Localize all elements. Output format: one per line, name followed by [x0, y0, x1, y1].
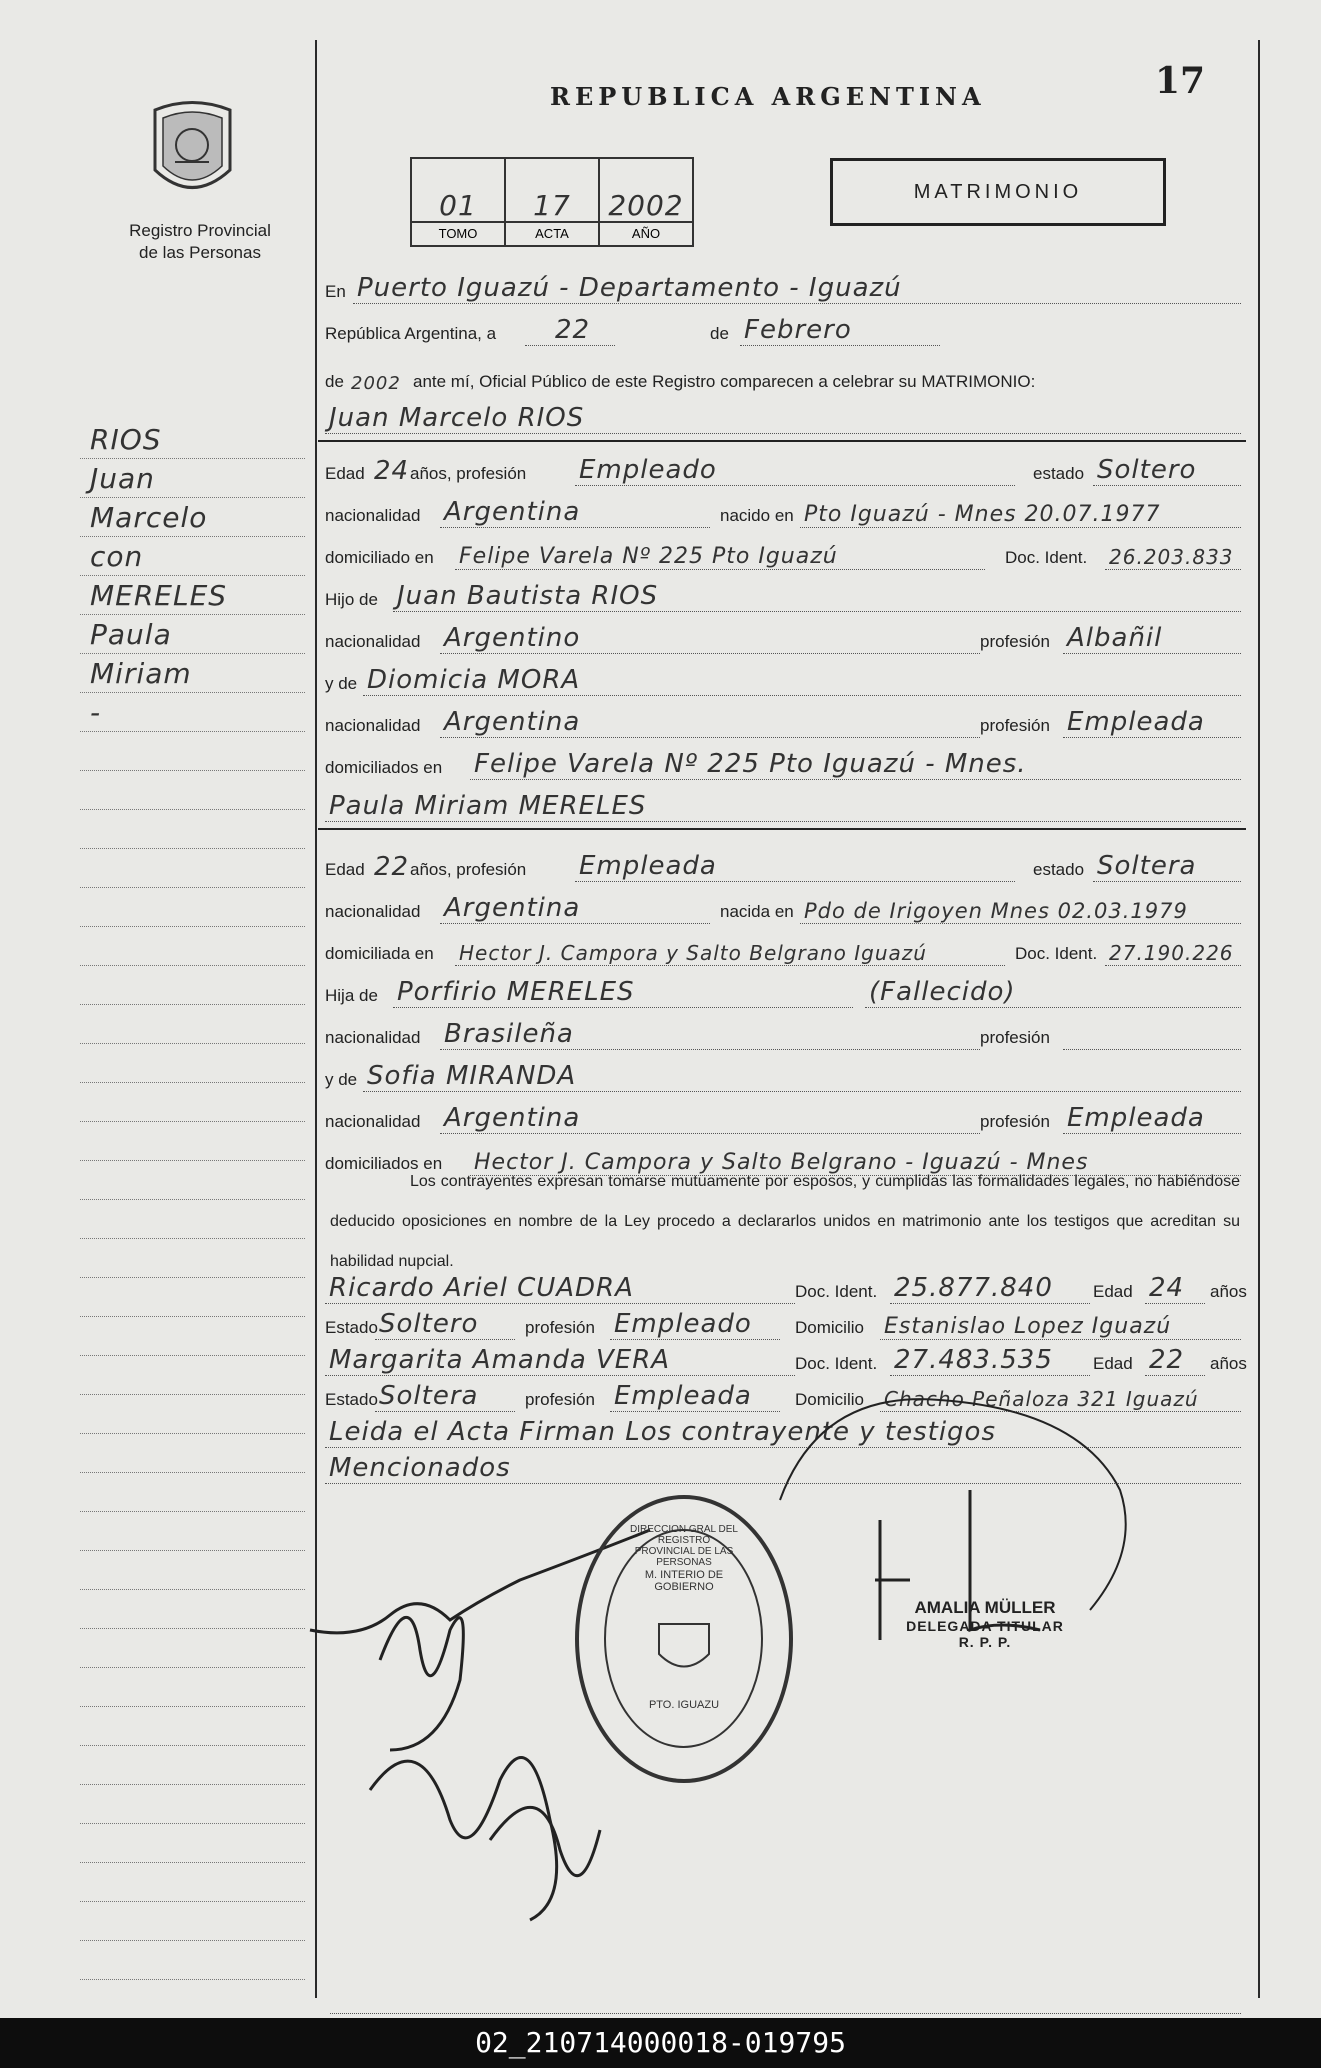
groom-age-row: [325, 450, 1241, 490]
witness1-doc: 25.877.840: [894, 1273, 1053, 1303]
groom-nationality: Argentina: [444, 497, 581, 527]
margin-line: [80, 1863, 305, 1902]
official-block: [880, 1598, 1090, 1650]
margin-name: RIOS: [90, 423, 162, 456]
document-type-box: MATRIMONIO: [830, 158, 1166, 226]
groom-father: Juan Bautista RIOS: [397, 581, 659, 611]
bride-mother-nat: Argentina: [444, 1103, 581, 1133]
domicilio-label: Domicilio: [795, 1390, 864, 1409]
groom-address-row: [325, 534, 1241, 574]
margin-line: [80, 1395, 305, 1434]
groom-profession-field: [575, 455, 1015, 486]
groom-doc-field: [1105, 545, 1241, 570]
registry-line-1: Registro Provincial: [129, 221, 271, 240]
shield-icon: [654, 1619, 714, 1679]
margin-line: [80, 1785, 305, 1824]
anos-label: años: [1210, 1282, 1247, 1301]
doc-label: Doc. Ident.: [795, 1282, 878, 1301]
groom-status-field: [1093, 455, 1241, 486]
yde-label: y de: [325, 1070, 358, 1089]
witness1-address: Estanislao Lopez Iguazú: [884, 1314, 1172, 1339]
page-number: 17: [1155, 60, 1206, 102]
margin-line: [80, 966, 305, 1005]
bride-doc: 27.190.226: [1109, 941, 1234, 965]
margin-line: [80, 1707, 305, 1746]
registry-crest-icon: [145, 100, 240, 205]
witness1-age: 24: [1149, 1273, 1185, 1303]
margin-line: [80, 654, 305, 693]
margin-line: [80, 693, 305, 732]
margin-line: [80, 849, 305, 888]
place-field: [353, 273, 1241, 304]
bride-birth: Pdo de Irigoyen Mnes 02.03.1979: [804, 899, 1188, 923]
day-value: 22: [555, 315, 591, 345]
bride-status: Soltera: [1097, 851, 1197, 881]
day-field: [525, 315, 615, 346]
bride-mother-prof: Empleada: [1067, 1103, 1205, 1133]
bride-father-nat: Brasileña: [444, 1019, 574, 1049]
ano-cell: [600, 159, 692, 245]
profesion-label: profesión: [980, 632, 1050, 651]
estado-label: estado: [1033, 464, 1085, 483]
margin-line: [80, 1044, 305, 1083]
margin-line: [80, 810, 305, 849]
margin-line: [80, 1356, 305, 1395]
bride-father-nat-row: [325, 1014, 1241, 1054]
groom-mother: Diomicia MORA: [367, 665, 581, 695]
margin-line: [80, 1512, 305, 1551]
margin-line: [80, 1317, 305, 1356]
bride-name-row: [325, 786, 1241, 826]
separator: [318, 440, 1246, 442]
groom-parents-address-row: [325, 744, 1241, 784]
margin-line: [80, 1473, 305, 1512]
republica-label: República Argentina, a: [325, 324, 497, 343]
witness2-profession: Empleada: [614, 1381, 752, 1411]
groom-mother-row: [325, 660, 1241, 700]
country-heading: REPUBLICA ARGENTINA: [550, 82, 986, 111]
groom-profession: Empleado: [579, 455, 717, 485]
stamp-bottom-text: PTO. IGUAZU: [648, 1699, 720, 1711]
bride-profession: Empleada: [579, 851, 717, 881]
doc-label: Doc. Ident.: [1015, 944, 1098, 963]
bride-address: Hector J. Campora y Salto Belgrano Iguazú: [459, 941, 927, 965]
doc-label: Doc. Ident.: [1005, 548, 1088, 567]
nacionalidad-label: nacionalidad: [325, 506, 421, 525]
bride-nationality: Argentina: [444, 893, 581, 923]
groom-name-row: [325, 398, 1241, 438]
stamp-inner-text: M. INTERIO DE GOBIERNO: [644, 1569, 724, 1593]
margin-names: [80, 420, 305, 1980]
profession-label: años, profesión: [410, 464, 527, 483]
bride-parents-address: Hector J. Campora y Salto Belgrano - Iguazú - Mnes: [474, 1150, 1089, 1175]
nacionalidad-label: nacionalidad: [325, 716, 421, 735]
margin-line: [80, 537, 305, 576]
margin-line: [80, 1005, 305, 1044]
document-id-footer: 02_210714000018-019795: [0, 2018, 1321, 2068]
bride-name: Paula Miriam MERELES: [329, 791, 647, 821]
month-field: [740, 315, 940, 346]
margin-line: [80, 888, 305, 927]
month-value: Febrero: [744, 315, 852, 345]
bride-age: 22: [374, 852, 410, 882]
bride-mother-nat-row: [325, 1098, 1241, 1138]
domicilio-label: domiciliada en: [325, 944, 434, 963]
profesion-label: profesión: [980, 716, 1050, 735]
margin-name: Miriam: [90, 657, 192, 690]
margin-line: [80, 1434, 305, 1473]
bride-mother: Sofia MIRANDA: [367, 1061, 577, 1091]
margin-name: Marcelo: [90, 501, 208, 534]
margin-line: [80, 1200, 305, 1239]
nacionalidad-label: nacionalidad: [325, 1112, 421, 1131]
bride-father-nat-field: [440, 1019, 980, 1050]
margin-line: [80, 1083, 305, 1122]
margin-name: Juan: [90, 462, 155, 495]
margin-line: [80, 1668, 305, 1707]
bride-father-note-field: [865, 977, 1241, 1008]
margin-line: [80, 1824, 305, 1863]
year-value: 2002: [351, 373, 401, 394]
nacido-label: nacido en: [720, 506, 794, 525]
ruled-line: [330, 1952, 1241, 2014]
bride-mother-prof-field: [1063, 1103, 1241, 1134]
groom-father-nat-row: [325, 618, 1241, 658]
registry-line-2: de las Personas: [139, 243, 261, 262]
bride-mother-row: [325, 1056, 1241, 1096]
margin-line: [80, 498, 305, 537]
bride-nationality-field: [440, 893, 710, 924]
stamp-outer-text: DIRECCION GRAL DEL REGISTRO PROVINCIAL DE LAS PERSONAS: [630, 1524, 738, 1568]
edad-label: Edad: [325, 860, 365, 879]
bride-doc-field: [1105, 941, 1241, 966]
bride-father-prof-field: [1063, 1049, 1241, 1050]
witness1-name: Ricardo Ariel CUADRA: [329, 1273, 634, 1303]
hijo-label: Hijo de: [325, 590, 378, 609]
registry-title: [100, 220, 300, 264]
groom-mother-prof: Empleada: [1067, 707, 1205, 737]
nacida-label: nacida en: [720, 902, 794, 921]
year-row: [325, 358, 1241, 398]
domicilio-label: domiciliado en: [325, 548, 434, 567]
margin-line: [80, 1941, 305, 1980]
groom-birth: Pto Iguazú - Mnes 20.07.1977: [804, 502, 1161, 527]
doc-label: Doc. Ident.: [795, 1354, 878, 1373]
witness1-profession: Empleado: [614, 1309, 752, 1339]
estado-label: Estado: [325, 1390, 378, 1409]
margin-line: [80, 1746, 305, 1785]
witness2-doc: 27.483.535: [894, 1345, 1053, 1375]
groom-parents-address-field: [470, 749, 1241, 780]
margin-name: con: [90, 540, 144, 573]
groom-name-field: [325, 403, 1241, 434]
ano-value: 2002: [608, 189, 684, 222]
statement-text: ante mí, Oficial Público de este Registro comparecen a celebrar su MATRIMONIO:: [413, 372, 1036, 391]
groom-mother-nat: Argentina: [444, 707, 581, 737]
bride-nat-row: [325, 888, 1241, 928]
groom-address-field: [455, 544, 985, 570]
margin-line: [80, 927, 305, 966]
profession-label: años, profesión: [410, 860, 527, 879]
acta-value: 17: [533, 189, 571, 222]
de2-label: de: [325, 372, 344, 391]
margin-line: [80, 615, 305, 654]
edad-label: Edad: [325, 464, 365, 483]
bride-address-field: [455, 941, 1005, 966]
groom-address: Felipe Varela Nº 225 Pto Iguazú: [459, 544, 838, 569]
anos-label: años: [1210, 1354, 1247, 1373]
witness2-status: Soltera: [379, 1381, 479, 1411]
witness1-status: Soltero: [379, 1309, 479, 1339]
profesion-label: profesión: [525, 1390, 595, 1409]
groom-doc: 26.203.833: [1109, 545, 1234, 569]
profesion-label: profesión: [980, 1112, 1050, 1131]
bride-birth-field: [800, 899, 1241, 924]
nacionalidad-label: nacionalidad: [325, 902, 421, 921]
estado-label: estado: [1033, 860, 1085, 879]
groom-mother-prof-field: [1063, 707, 1241, 738]
domicilio-label: Domicilio: [795, 1318, 864, 1337]
declaration-text: Los contrayentes expresan tomarse mutuamente por esposos, y cumplidas las formalidades legales, no habiéndose deducido oposiciones en nombre de la Ley procedo a declararlos unidos en matrimonio ante los testigos que acreditan su habilidad nupcial.: [330, 1173, 1240, 1270]
tomo-label: TOMO: [412, 221, 504, 245]
bride-mother-field: [363, 1061, 1241, 1092]
margin-line: [80, 1551, 305, 1590]
margin-line: [80, 771, 305, 810]
margin-line: [80, 1902, 305, 1941]
groom-nationality-field: [440, 497, 710, 528]
date-row: [325, 310, 1241, 350]
right-rule: [1258, 40, 1260, 1998]
groom-father-prof-field: [1063, 623, 1241, 654]
groom-father-nat: Argentino: [444, 623, 581, 653]
groom-mother-nat-field: [440, 707, 980, 738]
official-name: AMALIA MÜLLER: [914, 1598, 1056, 1617]
official-office: R. P. P.: [958, 1634, 1012, 1650]
margin-line: [80, 732, 305, 771]
groom-father-field: [393, 581, 1241, 612]
groom-nat-row: [325, 492, 1241, 532]
groom-birth-field: [800, 502, 1241, 528]
groom-father-row: [325, 576, 1241, 616]
margin-name: Paula: [90, 618, 172, 651]
witness2-age: 22: [1149, 1345, 1185, 1375]
margin-line: [80, 1161, 305, 1200]
closing-line-1: Leida el Acta Firman Los contrayente y testigos: [329, 1417, 997, 1447]
nacionalidad-label: nacionalidad: [325, 632, 421, 651]
witness2-row: [325, 1340, 1247, 1380]
place-value: Puerto Iguazú - Departamento - Iguazú: [357, 273, 902, 303]
official-role: DELEGADA TITULAR: [906, 1618, 1064, 1634]
groom-mother-field: [363, 665, 1241, 696]
bride-status-field: [1093, 851, 1241, 882]
margin-name: -: [90, 696, 102, 729]
tomo-cell: [412, 159, 506, 245]
closing-line-2: Mencionados: [329, 1453, 511, 1483]
bride-mother-nat-field: [440, 1103, 980, 1134]
hija-label: Hija de: [325, 986, 378, 1005]
bride-profession-field: [575, 851, 1015, 882]
domiciliados-label: domiciliados en: [325, 1154, 443, 1173]
margin-line: [80, 1239, 305, 1278]
witness1-detail-row: [325, 1304, 1241, 1344]
groom-mother-nat-row: [325, 702, 1241, 742]
edad-label: Edad: [1093, 1354, 1133, 1373]
tomo-value: 01: [439, 189, 477, 222]
profesion-label: profesión: [980, 1028, 1050, 1047]
bride-age-row: [325, 846, 1241, 886]
acta-label: ACTA: [506, 221, 598, 245]
bride-father: Porfirio MERELES: [397, 977, 635, 1007]
groom-name: Juan Marcelo RIOS: [329, 403, 585, 433]
ano-label: AÑO: [600, 221, 692, 245]
registry-box: [410, 157, 694, 247]
margin-name: MERELES: [90, 579, 228, 612]
yde-label: y de: [325, 674, 358, 693]
margin-line: [80, 420, 305, 459]
place-row: [325, 268, 1241, 308]
margin-line: [80, 1629, 305, 1668]
margin-line: [80, 1278, 305, 1317]
margin-line: [80, 1590, 305, 1629]
groom-parents-address: Felipe Varela Nº 225 Pto Iguazú - Mnes.: [474, 749, 1027, 779]
domiciliados-label: domiciliados en: [325, 758, 443, 777]
bride-father-note: (Fallecido): [869, 977, 1016, 1007]
margin-line: [80, 1122, 305, 1161]
separator: [318, 828, 1246, 830]
groom-father-prof: Albañil: [1067, 623, 1163, 653]
estado-label: Estado: [325, 1318, 378, 1337]
bride-father-row: [325, 972, 1241, 1012]
en-label: En: [325, 282, 346, 301]
groom-status: Soltero: [1097, 455, 1197, 485]
margin-line: [80, 576, 305, 615]
margin-line: [80, 459, 305, 498]
nacionalidad-label: nacionalidad: [325, 1028, 421, 1047]
groom-age: 24: [374, 456, 410, 486]
witness2-name: Margarita Amanda VERA: [329, 1345, 671, 1375]
bride-name-field: [325, 791, 1241, 822]
profesion-label: profesión: [525, 1318, 595, 1337]
edad-label: Edad: [1093, 1282, 1133, 1301]
witness1-row: [325, 1268, 1247, 1308]
acta-cell: [506, 159, 600, 245]
bride-address-row: [325, 930, 1241, 970]
de-label: de: [710, 324, 729, 343]
bride-father-field: [393, 977, 853, 1008]
groom-father-nat-field: [440, 623, 980, 654]
witness2-address: Chacho Peñaloza 321 Iguazú: [884, 1387, 1199, 1411]
